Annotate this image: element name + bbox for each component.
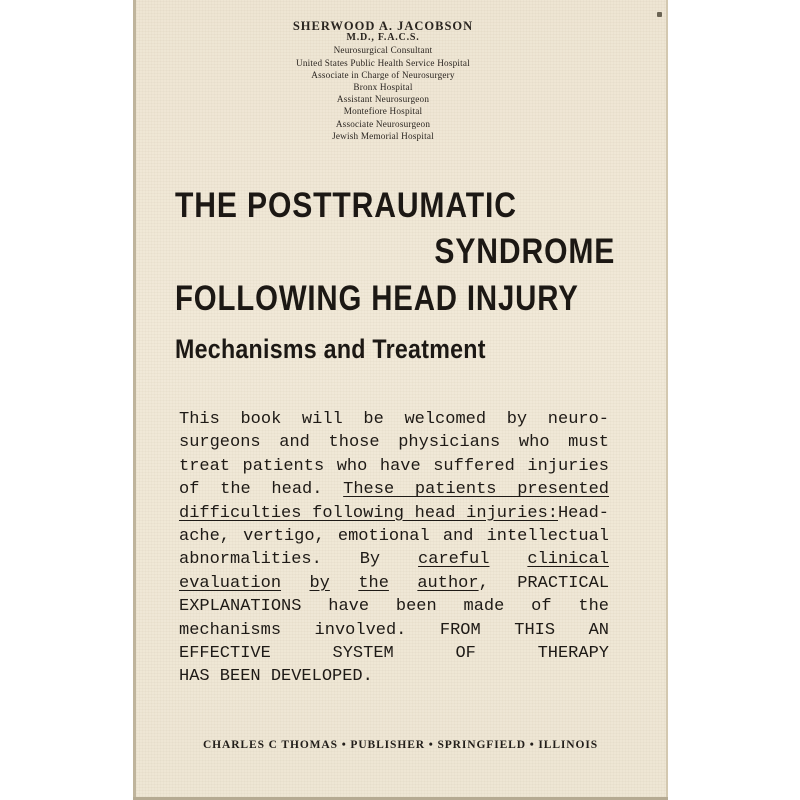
blurb-underlined: careful xyxy=(418,550,490,570)
blurb-line xyxy=(179,478,609,501)
author-block xyxy=(228,20,538,142)
blurb-line xyxy=(179,548,609,571)
author-position: Associate in Charge of Neurosurgery xyxy=(311,69,455,80)
author-position: Neurosurgical Consultant xyxy=(333,45,433,56)
blurb-underlined: author xyxy=(417,573,479,593)
publisher-line: CHARLES C THOMAS • PUBLISHER • SPRINGFIELD • ILLINOIS xyxy=(202,739,599,751)
blurb-line: mechanisms involved. FROM THIS AN xyxy=(179,620,609,640)
blurb-underlined: These patients presented xyxy=(343,480,610,500)
title-line-2: SYNDROME xyxy=(434,232,615,271)
author-position: Montefiore Hospital xyxy=(343,106,423,117)
blurb-underlined: difficulties following head injuries: xyxy=(179,503,558,523)
author-position: Associate Neurosurgeon xyxy=(335,118,431,129)
author-position: Assistant Neurosurgeon xyxy=(336,94,430,105)
blurb-line: surgeons and those physicians who must xyxy=(179,433,609,453)
cover-speck xyxy=(657,12,662,17)
cover-left-edge xyxy=(133,0,136,800)
blurb-fragment: of the head. xyxy=(179,480,323,500)
blurb-line: EFFECTIVE SYSTEM OF THERAPY xyxy=(179,644,609,664)
blurb-fragment: Head- xyxy=(557,503,609,523)
blurb-text xyxy=(179,408,609,689)
book-cover xyxy=(133,0,668,800)
blurb-line: treat patients who have suffered injuries xyxy=(179,456,609,476)
subtitle: Mechanisms and Treatment xyxy=(175,334,486,364)
blurb-line xyxy=(179,572,609,595)
title-line-1: THE POSTTRAUMATIC xyxy=(175,186,517,225)
blurb-line xyxy=(179,502,609,525)
author-position: Bronx Hospital xyxy=(353,82,413,93)
blurb-line: This book will be welcomed by neuro- xyxy=(179,410,609,429)
blurb-line: HAS BEEN DEVELOPED. xyxy=(179,667,373,687)
author-name: SHERWOOD A. JACOBSON xyxy=(292,19,474,33)
blurb-underlined: by xyxy=(309,573,330,593)
blurb-underlined: the xyxy=(358,573,389,593)
blurb-line: ache, vertigo, emotional and intellectual xyxy=(179,527,609,547)
blurb-underlined: clinical xyxy=(527,550,609,570)
blurb-underlined: evaluation xyxy=(179,573,282,593)
title-line-3: FOLLOWING HEAD INJURY xyxy=(175,279,579,318)
author-position: United States Public Health Service Hospital xyxy=(296,57,470,68)
blurb-line: EXPLANATIONS have been made of the xyxy=(179,597,609,617)
blurb-fragment: , PRACTICAL xyxy=(478,573,610,593)
blurb-fragment: abnormalities. By xyxy=(179,550,381,570)
author-position: Jewish Memorial Hospital xyxy=(332,130,434,141)
author-degrees: M.D., F.A.C.S. xyxy=(346,32,420,44)
